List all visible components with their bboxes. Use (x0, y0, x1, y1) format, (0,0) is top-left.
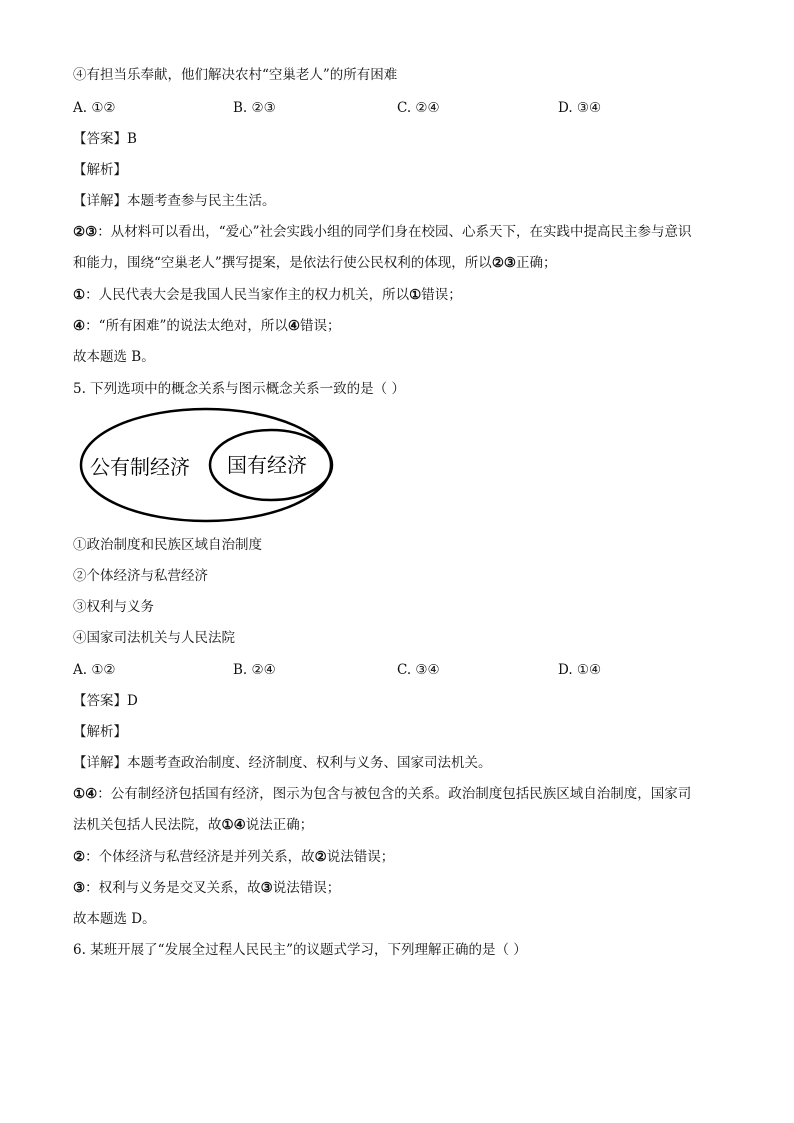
q5-choice-c: C. ③④ (397, 662, 440, 678)
answer-value: B (127, 131, 137, 147)
q6-stem: 6. 某班开展了“发展全过程人民民主”的议题式学习，下列理解正确的是（ ） (73, 942, 527, 958)
explanation-text: 说法错误； (326, 849, 395, 865)
q5-option-2: ②个体经济与私营经济 (73, 568, 208, 584)
explanation-text: 错误； (300, 318, 341, 334)
option-mark: ② (314, 849, 327, 865)
q5-explanation-2 (73, 848, 394, 866)
explanation-text: 正确； (516, 255, 557, 271)
q4-choice-a: A. ①② (73, 100, 116, 116)
q4-option-4: ④有担当乐奉献，他们解决农村“空巢老人”的所有困难 (73, 67, 398, 83)
q5-explanation-3 (73, 879, 340, 897)
q5-explanation-1b (73, 816, 313, 834)
q4-conclusion: 故本题选 B。 (73, 349, 155, 365)
inner-ellipse-label: 国有经济 (227, 453, 307, 477)
q5-analysis-tag: 【解析】 (73, 724, 127, 740)
option-mark: ①④ (73, 786, 98, 802)
explanation-text: ：“所有困难”的说法太绝对，所以 (85, 318, 288, 334)
explanation-text: ：权利与义务是交叉关系，故 (85, 880, 261, 896)
q5-detail-line (73, 754, 492, 772)
q4-choice-b: B. ②③ (233, 100, 276, 116)
option-mark: ① (409, 287, 422, 303)
option-mark: ②③ (491, 255, 517, 271)
q4-explanation-3 (73, 317, 341, 335)
q5-choice-d: D. ①④ (558, 662, 602, 678)
q5-explanation-1a (73, 785, 691, 803)
q4-choice-c: C. ②④ (397, 100, 440, 116)
q4-explanation-1b (73, 254, 557, 272)
explanation-text: ：公有制经济包括国有经济，图示为包含与被包含的关系。政治制度包括民族区域自治制度，国家司 (97, 786, 692, 802)
explanation-text: 说法错误； (272, 880, 341, 896)
q5-option-4: ④国家司法机关与人民法院 (73, 630, 235, 646)
option-mark: ①④ (221, 817, 246, 833)
option-mark: ③ (73, 880, 86, 896)
detail-text: 本题考查参与民主生活。 (127, 193, 276, 209)
answer-tag: 【答案】 (73, 131, 127, 147)
option-mark: ① (73, 287, 86, 303)
q4-answer-line (73, 130, 137, 148)
concept-venn-diagram (78, 404, 338, 526)
q4-analysis-tag: 【解析】 (73, 162, 127, 178)
outer-ellipse-label: 公有制经济 (90, 455, 190, 479)
detail-tag: 【详解】 (73, 193, 127, 209)
explanation-text: 错误； (421, 287, 462, 303)
explanation-text: 说法正确； (245, 817, 314, 833)
explanation-text: 法机关包括人民法院，故 (73, 817, 222, 833)
explanation-text: ：人民代表大会是我国人民当家作主的权力机关，所以 (85, 287, 410, 303)
detail-text: 本题考查政治制度、经济制度、权利与义务、国家司法机关。 (127, 755, 492, 771)
answer-tag: 【答案】 (73, 693, 127, 709)
q4-detail-line (73, 192, 276, 210)
q5-option-3: ③权利与义务 (73, 599, 154, 615)
answer-value: D (127, 693, 138, 709)
option-mark: ③ (260, 880, 273, 896)
explanation-text: ：个体经济与私营经济是并列关系，故 (85, 849, 315, 865)
q5-option-1: ①政治制度和民族区域自治制度 (73, 537, 262, 553)
q5-answer-line (73, 692, 138, 710)
explanation-text: 和能力，围绕“空巢老人”撰写提案，是依法行使公民权利的体现，所以 (73, 255, 492, 271)
q4-explanation-2 (73, 286, 462, 304)
option-mark: ④ (287, 318, 301, 334)
q5-choice-b: B. ②④ (233, 662, 276, 678)
q5-stem: 5. 下列选项中的概念关系与图示概念关系一致的是（ ） (73, 381, 405, 397)
option-mark: ④ (73, 318, 86, 334)
q4-choice-d: D. ③④ (558, 100, 602, 116)
detail-tag: 【详解】 (73, 755, 127, 771)
q4-explanation-1a (73, 223, 692, 241)
option-mark: ②③ (73, 224, 98, 240)
option-mark: ② (73, 849, 86, 865)
q5-conclusion: 故本题选 D。 (73, 911, 156, 927)
q5-choice-a: A. ①② (73, 662, 116, 678)
explanation-text: ：从材料可以看出，“爱心”社会实践小组的同学们身在校园、心系天下，在实践中提高民主参与意识 (97, 224, 692, 240)
